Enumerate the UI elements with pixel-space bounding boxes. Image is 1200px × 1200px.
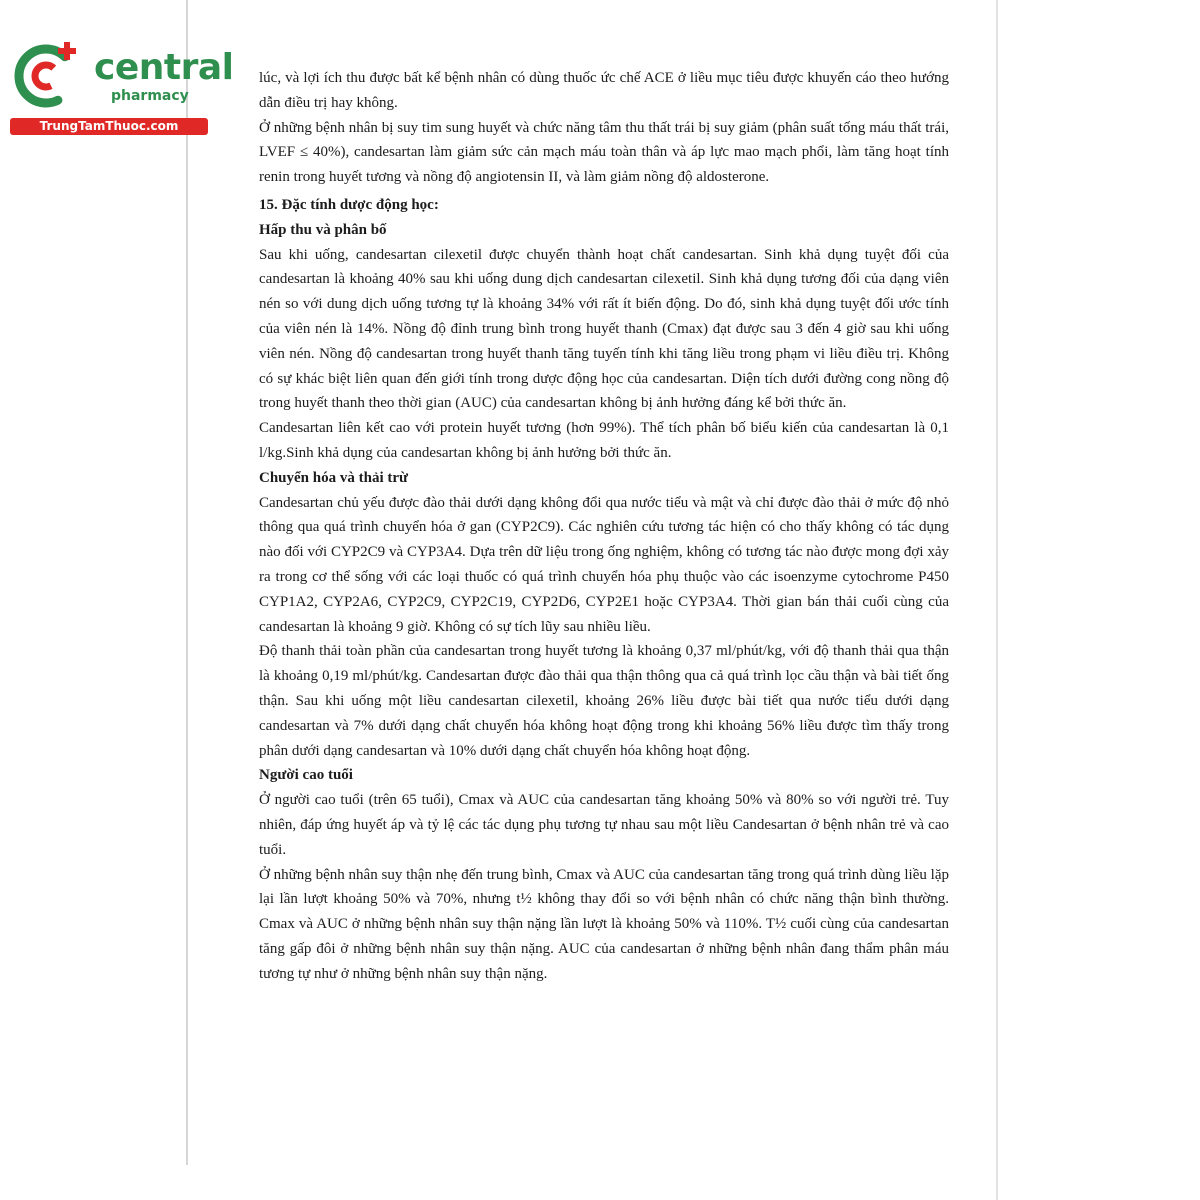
document-body [259, 66, 949, 986]
section-heading-pharmacokinetics: 15. Đặc tính dược động học: [259, 196, 439, 213]
central-pharmacy-logo-icon [10, 38, 90, 118]
paragraph-elderly: Ở người cao tuổi (trên 65 tuổi), Cmax và AUC của candesartan tăng khoảng 50% và 80% so với người trẻ. Tuy nhiên, đáp ứng huyết áp và tỷ lệ các tác dụng phụ tương tự nhau sau một liều Candesartan ở bệnh nhân trẻ và cao tuổi. [259, 792, 949, 858]
paragraph-absorption: Sau khi uống, candesartan cilexetil được chuyển thành hoạt chất candesartan. Sinh khả dụng tuyệt đối của candesartan là khoảng 40% sau khi uống dung dịch candesartan cilexetil. Sinh khả dụng tương đối của dạng viên nén so với dung dịch uống tương tự là khoảng 34% với rất ít biến động. Do đó, sinh khả dụng tuyệt đối ước tính của viên nén là 14%. Nồng độ đỉnh trung bình trong huyết thanh (Cmax) đạt được sau 3 đến 4 giờ sau khi uống viên nén. Nồng độ candesartan trong huyết thanh tăng tuyến tính khi tăng liều trong phạm vi liều điều trị. Không có sự khác biệt liên quan đến giới tính trong dược động học của candesartan. Diện tích dưới đường cong nồng độ trong huyết thanh theo thời gian (AUC) của candesartan không bị ảnh hưởng đáng kể bởi thức ăn. [259, 246, 949, 412]
subheading-elderly: Người cao tuổi [259, 767, 353, 784]
page-edge-shadow-right [996, 0, 998, 1200]
brand-subtitle: pharmacy [111, 88, 189, 104]
brand-logo [10, 38, 234, 138]
paragraph-protein-binding: Candesartan liên kết cao với protein huyết tương (hơn 99%). Thể tích phân bố biểu kiến của candesartan là 0,1 l/kg.Sinh khả dụng của candesartan không bị ảnh hưởng bởi thức ăn. [259, 420, 949, 461]
paragraph-renal: Ở những bệnh nhân suy thận nhẹ đến trung bình, Cmax và AUC của candesartan tăng trong quá trình dùng liều lặp lại lần lượt khoảng 50% và 70%, nhưng t½ không thay đổi so với bệnh nhân có chức năng thận bình thường. Cmax và AUC ở những bệnh nhân suy thận nặng lần lượt là khoảng 50% và 110%. T½ cuối cùng của candesartan tăng gấp đôi ở những bệnh nhân suy thận nặng. AUC của candesartan ở những bệnh nhân đang thẩm phân máu tương tự như ở những bệnh nhân suy thận nặng. [259, 866, 949, 982]
paragraph-heart-failure: Ở những bệnh nhân bị suy tim sung huyết và chức năng tâm thu thất trái bị suy giảm (phân suất tống máu thất trái, LVEF ≤ 40%), candesartan làm giảm sức cản mạch máu toàn thân và áp lực mao mạch phổi, làm tăng hoạt tính renin trong huyết tương và nồng độ angiotensin II, và làm giảm nồng độ aldosterone. [259, 119, 949, 186]
brand-website: TrungTamThuoc.com [10, 118, 208, 135]
paragraph-metabolism: Candesartan chủ yếu được đào thải dưới dạng không đổi qua nước tiểu và mật và chỉ được đào thải ở mức độ nhỏ thông qua quá trình chuyển hóa ở gan (CYP2C9). Các nghiên cứu tương tác hiện có cho thấy không có tác dụng nào đối với CYP2C9 và CYP3A4. Dựa trên dữ liệu trong ống nghiệm, không có tương tác nào được mong đợi xảy ra trong cơ thể sống với các loại thuốc có quá trình chuyển hóa phụ thuộc vào các isoenzyme cytochrome P450 CYP1A2, CYP2A6, CYP2C9, CYP2C19, CYP2D6, CYP2E1 hoặc CYP3A4. Thời gian bán thải cuối cùng của candesartan là khoảng 9 giờ. Không có sự tích lũy sau nhiều liều. [259, 494, 949, 635]
page-edge-shadow [186, 0, 188, 1165]
subheading-metabolism: Chuyển hóa và thải trừ [259, 469, 409, 486]
paragraph-clearance: Độ thanh thải toàn phần của candesartan trong huyết tương là khoảng 0,37 ml/phút/kg, với độ thanh thải qua thận là khoảng 0,19 ml/phút/kg. Candesartan được đào thải qua thận thông qua cả quá trình lọc cầu thận và bài tiết ống thận. Sau khi uống một liều candesartan cilexetil, khoảng 26% liều được bài tiết qua nước tiểu dưới dạng candesartan và 7% dưới dạng chất chuyển hóa không hoạt động trong khi khoảng 56% liều được tìm thấy trong phân dưới dạng candesartan và 10% dưới dạng chất chuyển hóa không hoạt động. [259, 643, 949, 759]
subheading-absorption: Hấp thu và phân bố [259, 221, 387, 238]
paragraph-ace: lúc, và lợi ích thu được bất kể bệnh nhân có dùng thuốc ức chế ACE ở liều mục tiêu được khuyến cáo theo hướng dẫn điều trị hay không. [259, 70, 949, 111]
brand-name: central [94, 47, 234, 88]
